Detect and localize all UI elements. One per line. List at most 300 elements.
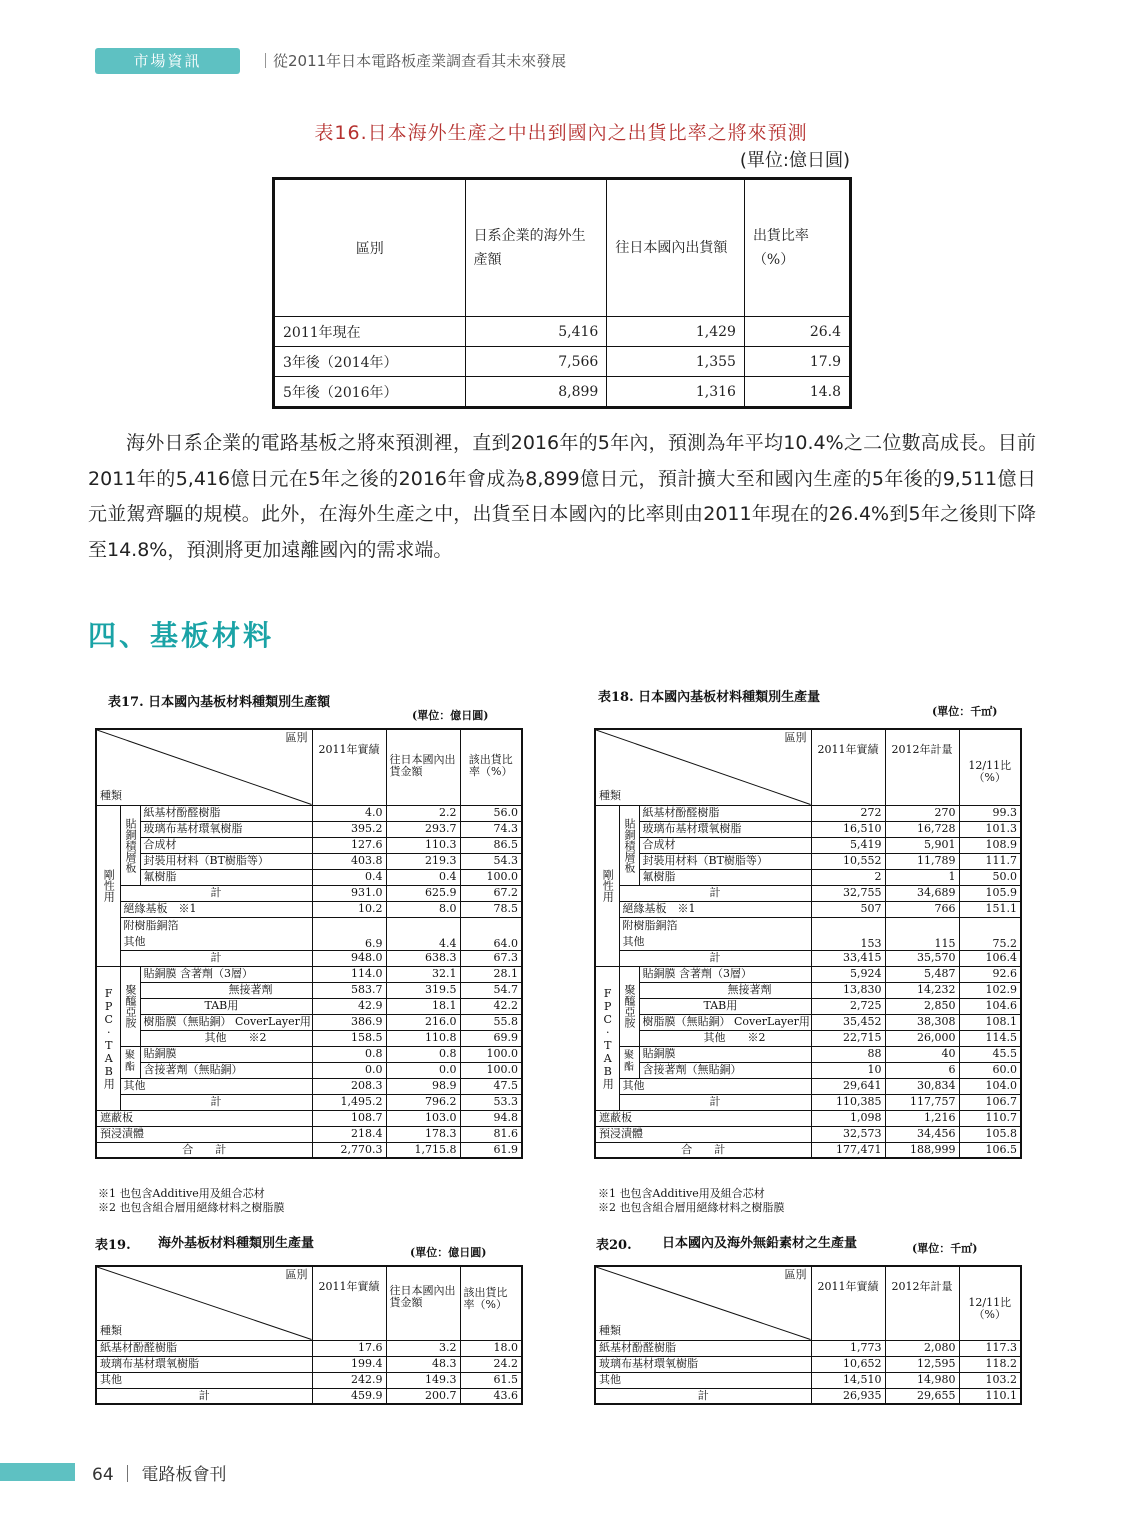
cell: 94.8 <box>460 1110 522 1126</box>
cell: 2 <box>811 869 885 885</box>
cell: 272 <box>811 805 885 821</box>
cell: 188,999 <box>885 1142 959 1158</box>
cell: 60.0 <box>959 1062 1021 1078</box>
group-rigid: 剛性用 <box>96 805 120 966</box>
cell: 0.0 <box>312 1062 386 1078</box>
table-row <box>96 1126 522 1142</box>
table-row <box>96 1078 522 1094</box>
cell: 11,789 <box>885 853 959 869</box>
cell: 583.7 <box>312 982 386 998</box>
cell: 200.7 <box>386 1388 460 1404</box>
cell: 54.7 <box>460 982 522 998</box>
cell: 106.5 <box>959 1142 1021 1158</box>
table-row <box>595 1078 1021 1094</box>
footer-bar <box>0 1463 75 1481</box>
cell: 110.8 <box>386 1030 460 1046</box>
row-label: 其他 <box>595 1372 811 1388</box>
cell: 42.9 <box>312 998 386 1014</box>
table-row <box>96 1340 522 1356</box>
table19-unit: (單位：億日圓) <box>410 1246 487 1259</box>
cell: 108.7 <box>312 1110 386 1126</box>
cell: 10,552 <box>811 853 885 869</box>
t19-h-col2: 往日本國內出貨金額 <box>386 1266 460 1340</box>
cell: 99.3 <box>959 805 1021 821</box>
t20-h-col2: 2012年計量 <box>885 1266 959 1340</box>
article-title: ｜從2011年日本電路板產業調查看其未來發展 <box>258 52 567 70</box>
cell: 1,773 <box>811 1340 885 1356</box>
cell: 118.2 <box>959 1356 1021 1372</box>
cell: 1,098 <box>811 1110 885 1126</box>
t18-h-col2: 2012年計量 <box>885 729 959 805</box>
row-label: 遮蔽板 <box>100 1111 133 1124</box>
cell: 199.4 <box>312 1356 386 1372</box>
cell: 26,935 <box>811 1388 885 1404</box>
cell: 22,715 <box>811 1030 885 1046</box>
cell: 218.4 <box>312 1126 386 1142</box>
cell: 208.3 <box>312 1078 386 1094</box>
cell: 92.6 <box>959 966 1021 982</box>
cell: 69.9 <box>460 1030 522 1046</box>
row-label: 合成材 <box>143 838 177 851</box>
cell: 178.3 <box>386 1126 460 1142</box>
table-row <box>96 1030 522 1046</box>
t17-corner <box>96 729 312 805</box>
group-poly: 聚酯 <box>619 1046 639 1078</box>
row-label: 預浸漬體 <box>599 1127 643 1140</box>
row-label: 附樹脂銅箔 <box>123 918 179 932</box>
cell: 319.5 <box>386 982 460 998</box>
cell: 2,725 <box>811 998 885 1014</box>
table-row <box>96 853 522 869</box>
row-label: 計 <box>709 886 721 899</box>
cell: 8,899 <box>465 377 607 408</box>
cell: 14,980 <box>885 1372 959 1388</box>
cell: 100.0 <box>460 1062 522 1078</box>
cell: 1,715.8 <box>386 1142 460 1158</box>
cell: 32,573 <box>811 1126 885 1142</box>
row-label: 絕緣基板 ※1 <box>622 902 696 915</box>
table18-title: 表18. 日本國內基板材料種類別生產量 <box>598 690 821 705</box>
t18-h-col3: 12/11比（%） <box>959 729 1021 805</box>
cell: 17.6 <box>312 1340 386 1356</box>
cell: 5,487 <box>885 966 959 982</box>
cell: 796.2 <box>386 1094 460 1110</box>
cell: 29,655 <box>885 1388 959 1404</box>
table-row <box>595 982 1021 998</box>
t19-h-zhonglei: 種類 <box>100 1323 122 1337</box>
cell: 459.9 <box>312 1388 386 1404</box>
row-label: 計 <box>210 951 222 964</box>
t17-h-zhonglei: 種類 <box>100 788 122 802</box>
row-label: 計 <box>595 1388 811 1404</box>
page-number: 64 <box>92 1465 114 1485</box>
row-label: 貼銅膜 <box>642 967 676 980</box>
table-row <box>595 805 1021 821</box>
notes-right <box>598 1187 785 1215</box>
row-label: 紙基材酚醛樹脂 <box>143 806 221 819</box>
cell: 114.5 <box>959 1030 1021 1046</box>
group-fpc: FPC·TAB用 <box>96 966 120 1110</box>
journal-name: 電路板會刊 <box>141 1465 227 1485</box>
table16-unit: (單位:億日圓) <box>739 150 850 171</box>
cell: 14.8 <box>744 377 850 408</box>
row-label: 玻璃布基材環氧樹脂 <box>642 822 742 835</box>
table-row <box>595 1356 1021 1372</box>
table-row <box>274 317 851 347</box>
cell: 7,566 <box>465 347 607 377</box>
cell: 105.9 <box>959 885 1021 901</box>
cell: 17.9 <box>744 347 850 377</box>
table-row <box>595 998 1021 1014</box>
table-row <box>96 917 522 950</box>
cell: 88 <box>811 1046 885 1062</box>
note-2: ※2 也包含組合層用絕緣材料之樹脂膜 <box>598 1201 785 1214</box>
footer-separator: ｜ <box>119 1465 137 1485</box>
table17 <box>95 728 523 1159</box>
cell: 5,416 <box>465 317 607 347</box>
cell: 5,924 <box>811 966 885 982</box>
row-label: 計 <box>96 1388 312 1404</box>
cell: 110,385 <box>811 1094 885 1110</box>
cell: 103.2 <box>959 1372 1021 1388</box>
table-row <box>96 837 522 853</box>
row-label: CoverLayer用 <box>734 1015 810 1028</box>
t16-header-qubie: 區別 <box>274 179 466 317</box>
cell: 106.4 <box>959 950 1021 966</box>
cell: 30,834 <box>885 1078 959 1094</box>
table16-title: 表16.日本海外生產之中出到國內之出貨比率之將來預測 <box>314 122 808 144</box>
cell: 0.8 <box>312 1046 386 1062</box>
cell: 10,652 <box>811 1356 885 1372</box>
row-label: 其他 <box>622 934 645 948</box>
table-row <box>96 1388 522 1404</box>
cell: 6 <box>885 1062 959 1078</box>
section-heading: 四、基板材料 <box>88 619 275 652</box>
table-row <box>96 1372 522 1388</box>
cell: 242.9 <box>312 1372 386 1388</box>
row-label: 其他 <box>123 1079 146 1092</box>
table-row <box>595 1014 1021 1030</box>
cell: 61.5 <box>460 1372 522 1388</box>
table-row <box>96 1142 522 1158</box>
table20-unit: (單位：千㎡) <box>912 1242 978 1255</box>
t20-corner <box>595 1266 811 1340</box>
table-row <box>595 1094 1021 1110</box>
row-label: 貼銅膜 <box>143 1047 177 1060</box>
row-label: 2011年現在 <box>274 317 466 347</box>
cell: 16,510 <box>811 821 885 837</box>
cell: 13,830 <box>811 982 885 998</box>
table-row <box>595 917 1021 950</box>
table20-title: 日本國內及海外無鉛素材之生產量 <box>662 1236 858 1251</box>
table19-label: 表19. <box>95 1238 131 1253</box>
cell: 74.3 <box>460 821 522 837</box>
cell: 98.9 <box>386 1078 460 1094</box>
cell: 34,456 <box>885 1126 959 1142</box>
table-row <box>595 966 1021 982</box>
cell: 270 <box>885 805 959 821</box>
table-row <box>595 837 1021 853</box>
cell: 1,316 <box>607 377 745 408</box>
table18 <box>594 728 1022 1159</box>
table19-title: 海外基板材料種類別生產量 <box>158 1236 315 1251</box>
t19-h-col1: 2011年實績 <box>312 1266 386 1340</box>
cell: 14,510 <box>811 1372 885 1388</box>
row-label: 其他 ※2 <box>703 1031 766 1044</box>
cell: 35,452 <box>811 1014 885 1030</box>
cell: 153 <box>811 917 885 950</box>
note-1: ※1 也包含Additive用及組合芯材 <box>598 1187 765 1200</box>
table18-unit: (單位：千㎡) <box>932 705 998 718</box>
table-row <box>96 1110 522 1126</box>
cell: 42.2 <box>460 998 522 1014</box>
cell: 4.0 <box>312 805 386 821</box>
cell: 81.6 <box>460 1126 522 1142</box>
row-label: 合 計 <box>681 1142 726 1156</box>
row-label: 計 <box>709 1095 721 1108</box>
row-label: 紙基材酚醛樹脂 <box>642 806 720 819</box>
group-ccl: 貼銅積層板 <box>619 805 639 885</box>
row-label: 含接著劑（無貼銅） <box>143 1063 243 1076</box>
cell: 86.5 <box>460 837 522 853</box>
cell: 111.7 <box>959 853 1021 869</box>
footer <box>92 1460 226 1485</box>
row-label: 其他 <box>96 1372 312 1388</box>
cell: 115 <box>885 917 959 950</box>
t19-corner <box>96 1266 312 1340</box>
cell: 18.1 <box>386 998 460 1014</box>
cell: 1,495.2 <box>312 1094 386 1110</box>
group-ccl: 貼銅積層板 <box>120 805 140 885</box>
cell: 219.3 <box>386 853 460 869</box>
cell: 8.0 <box>386 901 460 917</box>
cell: 5,419 <box>811 837 885 853</box>
cell: 2,850 <box>885 998 959 1014</box>
t20-h-col3: 12/11比（%） <box>959 1266 1021 1340</box>
t17-h-col2: 往日本國內出貨金額 <box>386 729 460 805</box>
cell: 48.3 <box>386 1356 460 1372</box>
row-label: 貼銅膜 <box>143 967 177 980</box>
cell: 67.2 <box>460 885 522 901</box>
table-row <box>595 950 1021 966</box>
cell: 2.2 <box>386 805 460 821</box>
cell: 32.1 <box>386 966 460 982</box>
t20-h-zhonglei: 種類 <box>599 1323 621 1337</box>
cell: 2,770.3 <box>312 1142 386 1158</box>
row-label: 5年後（2016年） <box>274 377 466 408</box>
row-label: 封裝用材料（BT樹脂等） <box>143 854 269 867</box>
table-row <box>274 347 851 377</box>
cell: 3.2 <box>386 1340 460 1356</box>
table19 <box>95 1265 523 1405</box>
table-row <box>595 853 1021 869</box>
row-label: 紙基材酚醛樹脂 <box>96 1340 312 1356</box>
cell: 151.1 <box>959 901 1021 917</box>
row-label: 含著劑（3層） <box>180 967 253 980</box>
table17-title: 表17. 日本國內基板材料種類別生產額 <box>108 695 331 710</box>
cell: 102.9 <box>959 982 1021 998</box>
t19-h-qubie: 區別 <box>285 1268 308 1281</box>
notes-left <box>98 1187 285 1215</box>
row-label: 封裝用材料（BT樹脂等） <box>642 854 768 867</box>
cell: 67.3 <box>460 950 522 966</box>
row-label: 合成材 <box>642 838 676 851</box>
cell: 64.0 <box>460 917 522 950</box>
row-label: CoverLayer用 <box>235 1015 311 1028</box>
row-label: 其他 <box>123 934 146 948</box>
cell: 104.6 <box>959 998 1021 1014</box>
cell: 38,308 <box>885 1014 959 1030</box>
cell: 110.1 <box>959 1388 1021 1404</box>
cell: 108.9 <box>959 837 1021 853</box>
row-label: 其他 ※2 <box>204 1031 267 1044</box>
cell: 29,641 <box>811 1078 885 1094</box>
table20 <box>594 1265 1022 1405</box>
cell: 43.6 <box>460 1388 522 1404</box>
section-tag: 市場資訊 <box>95 48 240 74</box>
cell: 2,080 <box>885 1340 959 1356</box>
group-rigid: 剛性用 <box>595 805 619 966</box>
cell: 110.3 <box>386 837 460 853</box>
t19-h-col3: 該出貨比率（%） <box>460 1266 522 1340</box>
row-label: 樹脂膜（無貼銅） <box>143 1015 232 1028</box>
table-row <box>595 821 1021 837</box>
cell: 948.0 <box>312 950 386 966</box>
cell: 104.0 <box>959 1078 1021 1094</box>
row-label: 紙基材酚醛樹脂 <box>595 1340 811 1356</box>
row-label: 計 <box>210 886 222 899</box>
group-pi: 聚醯亞胺 <box>619 966 639 1046</box>
cell: 100.0 <box>460 869 522 885</box>
cell: 18.0 <box>460 1340 522 1356</box>
cell: 78.5 <box>460 901 522 917</box>
cell: 34,689 <box>885 885 959 901</box>
cell: 35,570 <box>885 950 959 966</box>
table-row <box>96 821 522 837</box>
cell: 403.8 <box>312 853 386 869</box>
t16-header-ratio: 出貨比率（%） <box>744 179 850 317</box>
cell: 61.9 <box>460 1142 522 1158</box>
row-label: 貼銅膜 <box>642 1047 676 1060</box>
table-row <box>595 901 1021 917</box>
cell: 56.0 <box>460 805 522 821</box>
cell: 127.6 <box>312 837 386 853</box>
cell: 55.8 <box>460 1014 522 1030</box>
table-row <box>595 1126 1021 1142</box>
cell: 50.0 <box>959 869 1021 885</box>
cell: 638.3 <box>386 950 460 966</box>
group-fpc: FPC·TAB用 <box>595 966 619 1110</box>
cell: 216.0 <box>386 1014 460 1030</box>
cell: 395.2 <box>312 821 386 837</box>
t17-h-qubie: 區別 <box>285 731 308 744</box>
table-row <box>595 1388 1021 1404</box>
row-label: 樹脂膜（無貼銅） <box>642 1015 731 1028</box>
cell: 117.3 <box>959 1340 1021 1356</box>
cell: 4.4 <box>386 917 460 950</box>
note-1: ※1 也包含Additive用及組合芯材 <box>98 1187 265 1200</box>
row-label: 無接著劑 <box>727 983 772 996</box>
cell: 53.3 <box>460 1094 522 1110</box>
row-label: 無接著劑 <box>228 983 273 996</box>
t18-h-zhonglei: 種類 <box>599 788 621 802</box>
group-poly: 聚酯 <box>120 1046 140 1078</box>
t17-h-col3: 該出貨比率（%） <box>460 729 522 805</box>
row-label: 含接著劑（無貼銅） <box>642 1063 742 1076</box>
cell: 177,471 <box>811 1142 885 1158</box>
cell: 106.7 <box>959 1094 1021 1110</box>
note-2: ※2 也包含組合層用絕緣材料之樹脂膜 <box>98 1201 285 1214</box>
cell: 6.9 <box>312 917 386 950</box>
table-row <box>595 869 1021 885</box>
cell: 54.3 <box>460 853 522 869</box>
cell: 75.2 <box>959 917 1021 950</box>
cell: 117,757 <box>885 1094 959 1110</box>
table-row <box>96 885 522 901</box>
table-row <box>595 1030 1021 1046</box>
cell: 10.2 <box>312 901 386 917</box>
row-label: 玻璃布基材環氧樹脂 <box>143 822 243 835</box>
row-label: TAB用 <box>204 999 239 1012</box>
table-row <box>595 1110 1021 1126</box>
cell: 1,429 <box>607 317 745 347</box>
table-row <box>595 885 1021 901</box>
cell: 26.4 <box>744 317 850 347</box>
cell: 149.3 <box>386 1372 460 1388</box>
table-row <box>96 1356 522 1372</box>
table16 <box>272 177 852 409</box>
cell: 12,595 <box>885 1356 959 1372</box>
table-row <box>595 1046 1021 1062</box>
table-row <box>96 966 522 982</box>
cell: 14,232 <box>885 982 959 998</box>
cell: 26,000 <box>885 1030 959 1046</box>
cell: 0.4 <box>312 869 386 885</box>
table-row <box>96 1094 522 1110</box>
body-paragraph: 海外日系企業的電路基板之將來預測裡，直到2016年的5年內，預測為年平均10.4%之二位數高成長。目前2011年的5,416億日元在5年之後的2016年會成為8,899億日元，預計擴大至和國內生產的5年後的9,511億日元並駕齊驅的規模。此外，在海外生產之中，出貨至日本國內的比率則由2011年現在的26.4%到5年之後則下降至14.8%，預測將更加遠離國內的需求端。 <box>88 432 1036 561</box>
cell: 293.7 <box>386 821 460 837</box>
cell: 625.9 <box>386 885 460 901</box>
cell: 1,216 <box>885 1110 959 1126</box>
cell: 16,728 <box>885 821 959 837</box>
cell: 105.8 <box>959 1126 1021 1142</box>
row-label: 玻璃布基材環氧樹脂 <box>595 1356 811 1372</box>
cell: 114.0 <box>312 966 386 982</box>
cell: 47.5 <box>460 1078 522 1094</box>
table-row <box>96 805 522 821</box>
cell: 0.0 <box>386 1062 460 1078</box>
row-label: 附樹脂銅箔 <box>622 918 678 932</box>
cell: 1 <box>885 869 959 885</box>
table17-unit: (單位：億日圓) <box>412 709 489 722</box>
table-row <box>96 869 522 885</box>
table-row <box>274 377 851 408</box>
cell: 507 <box>811 901 885 917</box>
cell: 110.7 <box>959 1110 1021 1126</box>
cell: 33,415 <box>811 950 885 966</box>
cell: 40 <box>885 1046 959 1062</box>
t18-corner <box>595 729 811 805</box>
t17-h-col1: 2011年實績 <box>312 729 386 805</box>
row-label: 玻璃布基材環氧樹脂 <box>96 1356 312 1372</box>
t18-h-qubie: 區別 <box>784 731 807 744</box>
cell: 28.1 <box>460 966 522 982</box>
row-label: 合 計 <box>182 1142 227 1156</box>
table-row <box>96 901 522 917</box>
t20-h-qubie: 區別 <box>784 1268 807 1281</box>
t18-h-col1: 2011年實績 <box>811 729 885 805</box>
table-row <box>96 1014 522 1030</box>
